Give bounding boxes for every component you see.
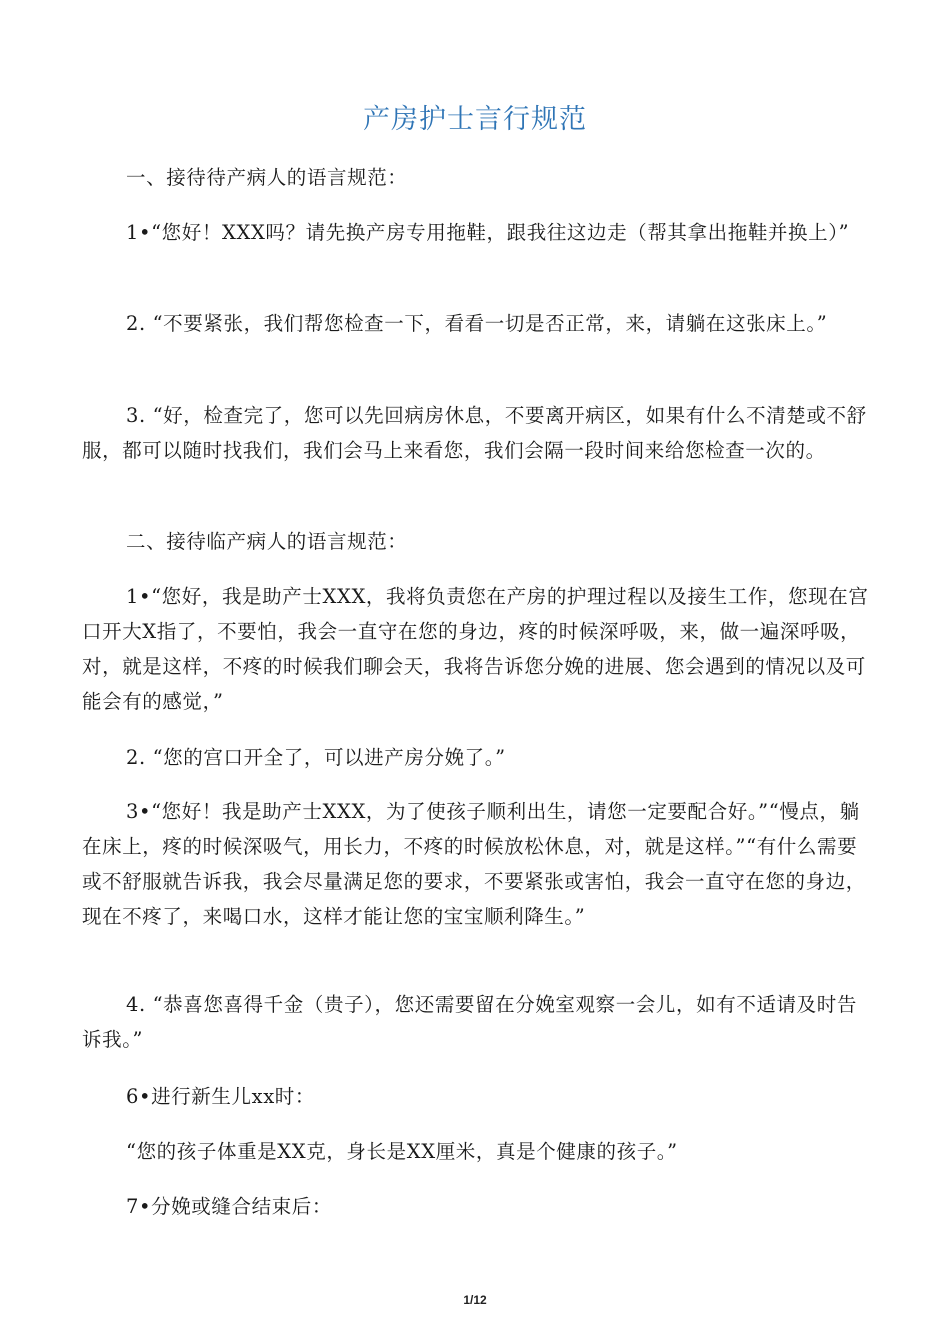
paragraph-2-6: 6•进行新生儿xx时： (126, 1085, 316, 1108)
paragraph-1-1: 1•“您好！XXX吗？请先换产房专用拖鞋，跟我往这边走（帮其拿出拖鞋并换上）” (126, 221, 850, 244)
paragraph-1-2: 2. “不要紧张，我们帮您检查一下，看看一切是否正常，来，请躺在这张床上。” (126, 312, 828, 335)
document-title: 产房护士言行规范 (363, 104, 587, 135)
paragraph-2-6-detail: “您的孩子体重是XX克，身长是XX厘米，真是个健康的孩子。” (126, 1140, 678, 1163)
paragraph-2-1: 1•“您好，我是助产士XXX，我将负责您在产房的护理过程以及接生工作，您现在宫口开大X指了，不要怕，我会一直守在您的身边，疼的时候深呼吸，来，做一遍深呼吸，对，就是这样，不疼的时候我们聊会天，我将告诉您分娩的进展、您会遇到的情况以及可能会有的感觉，” (82, 585, 869, 713)
section-heading-1: 一、接待待产病人的语言规范： (126, 166, 408, 189)
page-number: 1/12 (463, 1293, 487, 1307)
paragraph-2-2: 2. “您的宫口开全了，可以进产房分娩了。” (126, 746, 506, 769)
section-heading-2: 二、接待临产病人的语言规范： (126, 530, 408, 553)
paragraph-2-3: 3•“您好！我是助产士XXX，为了使孩子顺利出生，请您一定要配合好。”“慢点，躺在床上，疼的时候深吸气，用长力，不疼的时候放松休息，对，就是这样。”“有什么需要或不舒服就告诉我，我会尽量满足您的要求，不要紧张或害怕，我会一直守在您的身边，现在不疼了，来喝口水，这样才能让您的宝宝顺利降生。” (82, 800, 866, 928)
paragraph-1-3: 3. “好，检查完了，您可以先回病房休息，不要离开病区，如果有什么不清楚或不舒服，都可以随时找我们，我们会马上来看您，我们会隔一段时间来给您检查一次的。 (82, 404, 867, 462)
paragraph-2-4: 4. “恭喜您喜得千金（贵子），您还需要留在分娩室观察一会儿，如有不适请及时告诉我。” (82, 993, 857, 1051)
paragraph-2-7: 7•分娩或缝合结束后： (126, 1195, 333, 1218)
